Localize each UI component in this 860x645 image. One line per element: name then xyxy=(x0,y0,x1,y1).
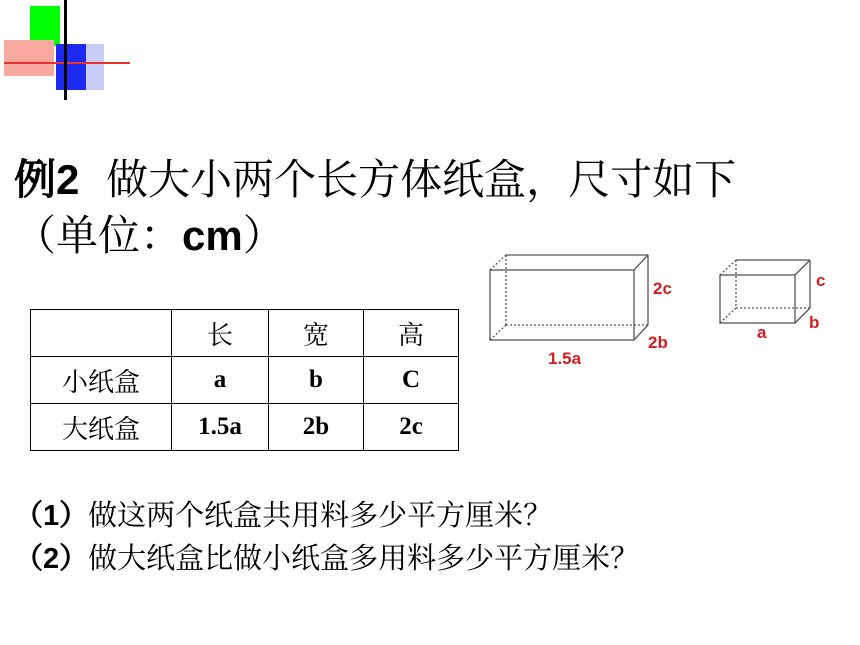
large-box-width-label: 2b xyxy=(648,333,668,352)
table-header-cell xyxy=(31,310,172,357)
small-box-height-label: c xyxy=(816,271,826,290)
question-1 xyxy=(14,495,552,536)
width-cell: 2b xyxy=(269,404,364,451)
length-cell: a xyxy=(172,357,269,404)
logo-black-line xyxy=(64,0,67,100)
question-number: （2） xyxy=(14,543,89,575)
question-text: 做这两个纸盒共用料多少平方厘米？ xyxy=(88,498,553,532)
width-cell: b xyxy=(269,357,364,404)
row-name-cell: 大纸盒 xyxy=(31,404,172,451)
small-box-length-label: a xyxy=(757,323,767,342)
table-header-cell: 长 xyxy=(172,310,269,357)
table-row xyxy=(31,357,459,404)
table-row xyxy=(31,404,459,451)
length-cell: 1.5a xyxy=(172,404,269,451)
table-header-cell: 高 xyxy=(364,310,459,357)
row-name-cell: 小纸盒 xyxy=(31,357,172,404)
example-number: 例2 xyxy=(14,156,80,203)
table-header-row xyxy=(31,310,459,357)
large-box-height-label: 2c xyxy=(653,279,672,298)
corner-logo xyxy=(0,0,140,110)
unit-open: （单位： xyxy=(14,211,183,260)
small-box-diagram xyxy=(720,260,810,323)
logo-pink-block xyxy=(4,40,54,76)
dimensions-table xyxy=(30,309,459,451)
unit-close: ） xyxy=(242,211,285,260)
logo-light-block xyxy=(86,44,104,90)
unit-value: cm xyxy=(182,212,243,259)
question-2 xyxy=(14,538,639,579)
large-box-length-label: 1.5a xyxy=(548,349,582,368)
height-cell: 2c xyxy=(364,404,459,451)
logo-blue-block xyxy=(56,44,88,90)
table-header-cell: 宽 xyxy=(269,310,364,357)
small-box-width-label: b xyxy=(809,313,820,332)
question-number: （1） xyxy=(14,500,89,532)
page-title xyxy=(14,150,736,210)
large-box-diagram xyxy=(490,255,648,340)
box-diagrams xyxy=(480,250,860,380)
title-text: 做大小两个长方体纸盒，尺寸如下 xyxy=(106,155,737,204)
unit-line xyxy=(14,210,285,262)
logo-red-line xyxy=(4,62,130,64)
question-text: 做大纸盒比做小纸盒多用料多少平方厘米？ xyxy=(88,541,640,575)
height-cell: C xyxy=(364,357,459,404)
